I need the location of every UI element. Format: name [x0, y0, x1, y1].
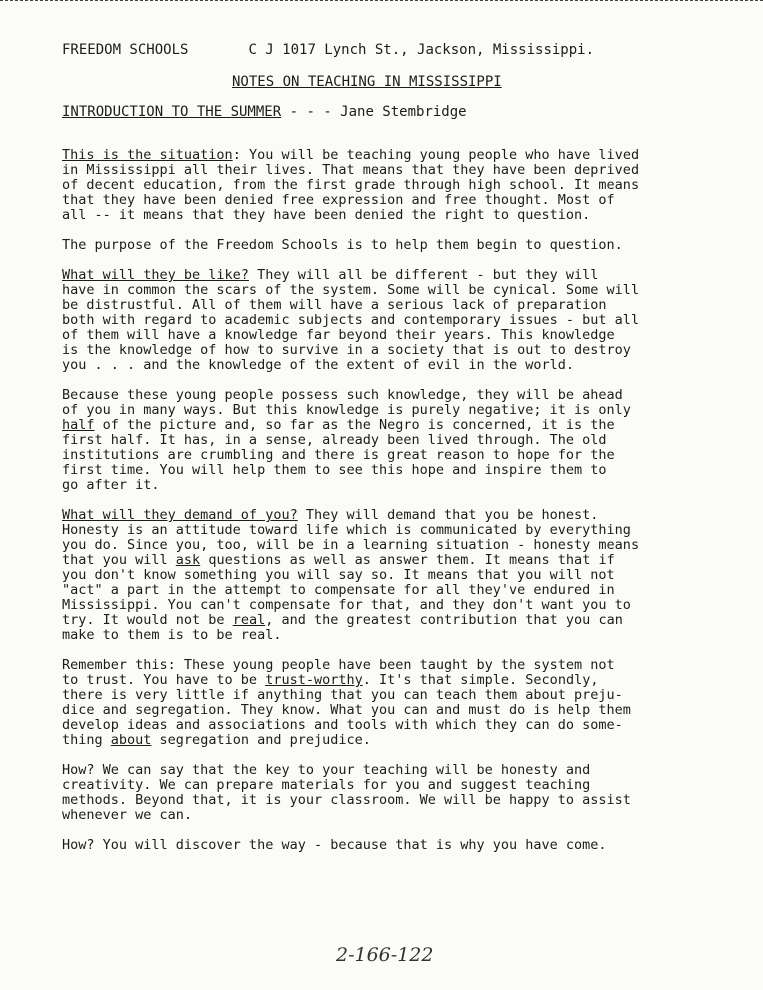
text-line — [62, 298, 742, 313]
text-line — [62, 283, 742, 298]
paragraph — [62, 838, 742, 853]
text-line — [62, 313, 742, 328]
text-line — [62, 433, 742, 448]
text-line — [62, 838, 742, 853]
text-line — [62, 673, 742, 688]
text-line — [62, 508, 742, 523]
text-line — [62, 703, 742, 718]
line-text: institutions are crumbling and there is great reason to hope for the — [62, 447, 615, 463]
handwritten-archive-number: 2-166-122 — [336, 944, 434, 966]
text-line — [62, 418, 742, 433]
line-text: Remember this: These young people have been taught by the system not — [62, 657, 615, 673]
line-text: go after it. — [62, 477, 160, 493]
text-line — [62, 268, 742, 283]
line-text: "act" a part in the attempt to compensate for all they've endured in — [62, 582, 615, 598]
letterhead — [62, 42, 594, 58]
line-text: both with regard to academic subjects and contemporary issues - but all — [62, 312, 640, 328]
text-line — [62, 388, 742, 403]
text-line — [62, 583, 742, 598]
line-text: half of the picture and, so far as the Negro is concerned, it is the — [62, 417, 615, 433]
text-line — [62, 793, 742, 808]
paragraph-lead: What will they be like? — [62, 267, 249, 283]
text-line — [62, 778, 742, 793]
line-text: Because these young people possess such knowledge, they will be ahead — [62, 387, 623, 403]
text-line — [62, 238, 742, 253]
line-text: develop ideas and associations and tools with which they can do some- — [62, 717, 623, 733]
text-line — [62, 448, 742, 463]
line-text: you . . . and the knowledge of the extent of evil in the world. — [62, 357, 575, 373]
text-line — [62, 763, 742, 778]
line-text: in Mississippi all their lives. That means that they have been deprived — [62, 162, 640, 178]
text-line — [62, 658, 742, 673]
paragraph-lead: What will they demand of you? — [62, 507, 298, 523]
line-text: dice and segregation. They know. What you can and must do is help them — [62, 702, 631, 718]
top-dashed-rule — [0, 0, 763, 7]
line-text: all -- it means that they have been denied the right to question. — [62, 207, 591, 223]
line-text: of decent education, from the first grade through high school. It means — [62, 177, 640, 193]
paragraph — [62, 763, 742, 823]
text-line — [62, 733, 742, 748]
text-line — [62, 568, 742, 583]
text-line — [62, 148, 742, 163]
line-text: Honesty is an attitude toward life which is communicated by everything — [62, 522, 631, 538]
line-text: there is very little if anything that you can teach them about preju- — [62, 687, 623, 703]
paragraph — [62, 238, 742, 253]
text-line — [62, 523, 742, 538]
line-text: of them will have a knowledge far beyond their years. This knowledge — [62, 327, 615, 343]
intro-byline: - - - Jane Stembridge — [281, 104, 467, 120]
text-line — [62, 628, 742, 643]
line-text: try. It would not be real, and the greatest contribution that you can — [62, 612, 623, 628]
line-text: is the knowledge of how to survive in a society that is out to destroy — [62, 342, 631, 358]
line-text: thing about segregation and prejudice. — [62, 732, 371, 748]
text-line — [62, 718, 742, 733]
line-text: to trust. You have to be trust-worthy. It's that simple. Secondly, — [62, 672, 599, 688]
text-line — [62, 178, 742, 193]
line-text: They will all be different - but they will — [248, 267, 599, 283]
line-text: creativity. We can prepare materials for you and suggest teaching — [62, 777, 591, 793]
intro-label: INTRODUCTION TO THE SUMMER — [62, 104, 282, 120]
line-text: They will demand that you be honest. — [297, 507, 599, 523]
paragraph — [62, 148, 742, 223]
paragraph — [62, 388, 742, 493]
line-text: have in common the scars of the system. Some will be cynical. Some will — [62, 282, 640, 298]
text-line — [62, 328, 742, 343]
text-line — [62, 598, 742, 613]
text-line — [62, 358, 742, 373]
text-line — [62, 538, 742, 553]
org-name: FREEDOM SCHOOLS — [62, 42, 189, 58]
line-text: : You will be teaching young people who have lived — [232, 147, 640, 163]
text-line — [62, 553, 742, 568]
paragraph-lead: This is the situation — [62, 147, 233, 163]
paragraph — [62, 508, 742, 643]
line-text: How? You will discover the way - because that is why you have come. — [62, 837, 607, 853]
line-text: first half. It has, in a sense, already been lived through. The old — [62, 432, 607, 448]
line-text: first time. You will help them to see this hope and inspire them to — [62, 462, 607, 478]
document-body — [62, 148, 742, 868]
line-text: that they have been denied free expression and free thought. Most of — [62, 192, 615, 208]
text-line — [62, 403, 742, 418]
line-text: you don't know something you will say so. It means that you will not — [62, 567, 615, 583]
org-address: C J 1017 Lynch St., Jackson, Mississippi. — [248, 42, 595, 58]
paragraph — [62, 658, 742, 748]
text-line — [62, 808, 742, 823]
line-text: whenever we can. — [62, 807, 193, 823]
text-line — [62, 193, 742, 208]
paragraph — [62, 268, 742, 373]
line-text: methods. Beyond that, it is your classroom. We will be happy to assist — [62, 792, 631, 808]
intro-heading — [62, 104, 467, 120]
text-line — [62, 163, 742, 178]
text-line — [62, 613, 742, 628]
line-text: How? We can say that the key to your teaching will be honesty and — [62, 762, 591, 778]
text-line — [62, 478, 742, 493]
line-text: of you in many ways. But this knowledge is purely negative; it is only — [62, 402, 631, 418]
line-text: Mississippi. You can't compensate for that, and they don't want you to — [62, 597, 631, 613]
line-text: The purpose of the Freedom Schools is to help them begin to question. — [62, 237, 623, 253]
text-line — [62, 208, 742, 223]
text-line — [62, 463, 742, 478]
document-title: NOTES ON TEACHING IN MISSISSIPPI — [232, 74, 502, 90]
line-text: be distrustful. All of them will have a serious lack of preparation — [62, 297, 607, 313]
text-line — [62, 343, 742, 358]
line-text: that you will ask questions as well as answer them. It means that if — [62, 552, 615, 568]
line-text: make to them is to be real. — [62, 627, 282, 643]
text-line — [62, 688, 742, 703]
line-text: you do. Since you, too, will be in a learning situation - honesty means — [62, 537, 640, 553]
